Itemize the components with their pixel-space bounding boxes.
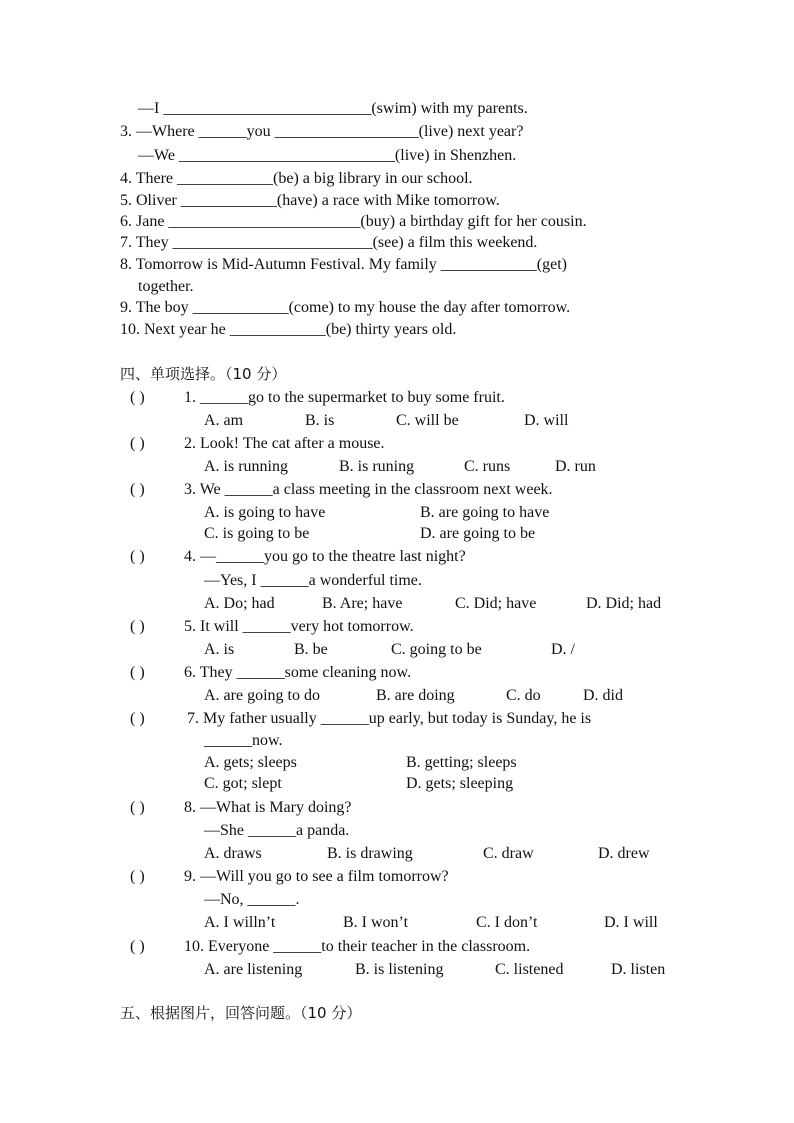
mc-q1: 1. ______go to the supermarket to buy some fruit. [184, 389, 505, 406]
mc-q6-option-b: B. are doing [376, 687, 455, 704]
mc-q6-option-d: D. did [583, 687, 623, 704]
mc-q3-option-c: C. is going to be [204, 525, 310, 542]
q6-sentence: 6. Jane ________________________(buy) a birthday gift for her cousin. [120, 213, 587, 230]
q5-sentence: 5. Oliver ____________(have) a race with Mike tomorrow. [120, 192, 500, 209]
q2-answer-line: —I __________________________(swim) with my parents. [138, 100, 528, 117]
q3-answer-line: —We ___________________________(live) in Shenzhen. [138, 147, 517, 164]
mc-q6-option-a: A. are going to do [204, 687, 320, 704]
q7-sentence: 7. They _________________________(see) a film this weekend. [120, 234, 538, 251]
mc-q5: 5. It will ______very hot tomorrow. [184, 618, 414, 635]
mc-q3-option-a: A. is going to have [204, 504, 326, 521]
mc-q3: 3. We ______a class meeting in the classroom next week. [184, 481, 553, 498]
mc-q10-option-a: A. are listening [204, 961, 303, 978]
mc-q8-reply: —She ______a panda. [204, 822, 350, 839]
answer-bracket[interactable]: ( ) [130, 481, 145, 498]
mc-q2-option-c: C. runs [464, 458, 511, 475]
mc-q9-option-b: B. I won’t [343, 914, 409, 931]
mc-q6: 6. They ______some cleaning now. [184, 664, 412, 681]
mc-q1-option-d: D. will [524, 412, 569, 429]
mc-q3-option-d: D. are going to be [420, 525, 536, 542]
mc-q1-option-a: A. am [204, 412, 244, 429]
q3-question: 3. —Where ______you __________________(live) next year? [120, 123, 524, 140]
mc-q4-option-c: C. Did; have [455, 595, 537, 612]
mc-q9-option-a: A. I willn’t [204, 914, 276, 931]
mc-q8: 8. —What is Mary doing? [184, 799, 352, 816]
mc-q10-option-c: C. listened [495, 961, 564, 978]
answer-bracket[interactable]: ( ) [130, 618, 145, 635]
q10-sentence: 10. Next year he ____________(be) thirty years old. [120, 321, 457, 338]
mc-q9-reply: —No, ______. [204, 891, 300, 908]
mc-q4-option-b: B. Are; have [322, 595, 403, 612]
mc-q7-option-b: B. getting; sleeps [406, 754, 517, 771]
mc-q4-reply: —Yes, I ______a wonderful time. [204, 572, 422, 589]
q9-sentence: 9. The boy ____________(come) to my house the day after tomorrow. [120, 299, 571, 316]
mc-q10: 10. Everyone ______to their teacher in the classroom. [184, 938, 531, 955]
answer-bracket[interactable]: ( ) [130, 664, 145, 681]
mc-q10-option-b: B. is listening [355, 961, 444, 978]
mc-q2: 2. Look! The cat after a mouse. [184, 435, 385, 452]
mc-q2-option-b: B. is runing [339, 458, 415, 475]
q8-sentence-cont: together. [138, 278, 194, 295]
mc-q8-option-b: B. is drawing [327, 845, 413, 862]
mc-q6-option-c: C. do [506, 687, 541, 704]
mc-q3-option-b: B. are going to have [420, 504, 550, 521]
mc-q1-option-c: C. will be [396, 412, 459, 429]
mc-q5-option-b: B. be [294, 641, 328, 658]
section-5-heading: 五、根据图片，回答问题。（10 分） [120, 1004, 362, 1022]
q4-sentence: 4. There ____________(be) a big library in our school. [120, 170, 473, 187]
mc-q5-option-d: D. / [551, 641, 575, 658]
mc-q8-option-a: A. draws [204, 845, 262, 862]
mc-q9-option-d: D. I will [604, 914, 658, 931]
mc-q8-option-c: C. draw [483, 845, 534, 862]
mc-q7-option-a: A. gets; sleeps [204, 754, 297, 771]
q8-sentence: 8. Tomorrow is Mid-Autumn Festival. My family ____________(get) [120, 256, 567, 273]
mc-q1-option-b: B. is [305, 412, 335, 429]
mc-q10-option-d: D. listen [611, 961, 666, 978]
mc-q2-option-d: D. run [555, 458, 596, 475]
mc-q9-option-c: C. I don’t [476, 914, 538, 931]
answer-bracket[interactable]: ( ) [130, 868, 145, 885]
mc-q4-option-d: D. Did; had [586, 595, 662, 612]
mc-q4-option-a: A. Do; had [204, 595, 275, 612]
mc-q5-option-a: A. is [204, 641, 235, 658]
mc-q9: 9. —Will you go to see a film tomorrow? [184, 868, 449, 885]
mc-q7-option-c: C. got; slept [204, 775, 282, 792]
mc-q2-option-a: A. is running [204, 458, 288, 475]
answer-bracket[interactable]: ( ) [130, 389, 145, 406]
answer-bracket[interactable]: ( ) [130, 799, 145, 816]
answer-bracket[interactable]: ( ) [130, 435, 145, 452]
mc-q4: 4. —______you go to the theatre last night? [184, 548, 466, 565]
section-4-heading: 四、单项选择。（10 分） [120, 365, 287, 383]
mc-q8-option-d: D. drew [598, 845, 650, 862]
answer-bracket[interactable]: ( ) [130, 548, 145, 565]
mc-q7-cont: ______now. [204, 732, 283, 749]
answer-bracket[interactable]: ( ) [130, 938, 145, 955]
mc-q7: 7. My father usually ______up early, but today is Sunday, he is [187, 710, 592, 727]
mc-q7-option-d: D. gets; sleeping [406, 775, 514, 792]
answer-bracket[interactable]: ( ) [130, 710, 145, 727]
mc-q5-option-c: C. going to be [391, 641, 482, 658]
